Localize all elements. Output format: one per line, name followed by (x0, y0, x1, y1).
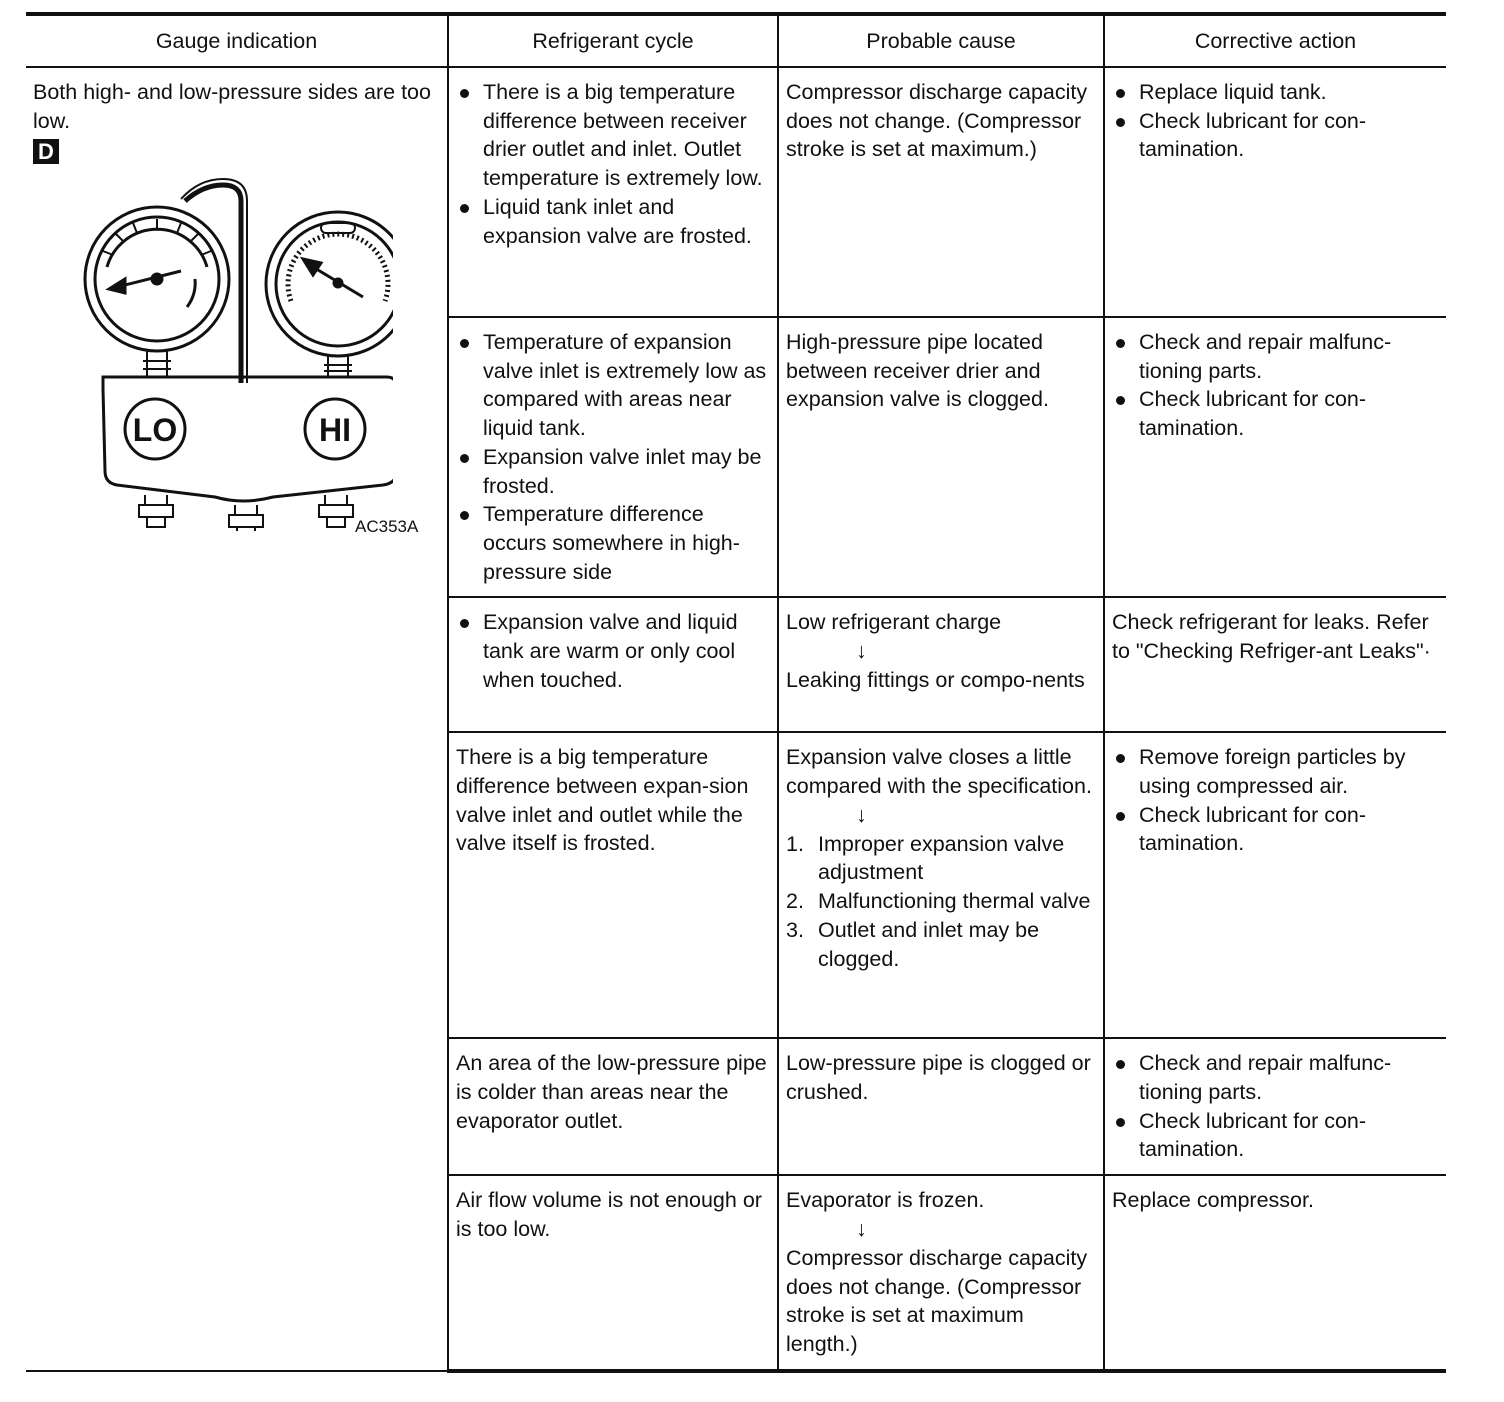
list-text: Malfunctioning thermal valve (818, 889, 1091, 914)
corrective-action-cell (1104, 1038, 1446, 1175)
refrigerant-cycle-text: Air flow volume is not enough or is too low. (456, 1188, 762, 1241)
header-corrective-action: Corrective action (1104, 14, 1446, 67)
corrective-action-text: Replace compressor. (1112, 1188, 1314, 1213)
probable-cause-text: Evaporator is frozen. (786, 1188, 985, 1213)
list-item (786, 830, 1097, 887)
list-text: Outlet and inlet may be clogged. (818, 917, 1040, 971)
list-item (786, 887, 1097, 916)
low-pressure-gauge-icon (85, 207, 229, 351)
corrective-action-cell (1104, 67, 1446, 317)
list-item: Remove foreign particles by using compressed air. (1112, 743, 1440, 800)
probable-cause-text: High-pressure pipe located between receiver drier and expansion valve is clogged. (786, 330, 1049, 412)
list-text: Improper expansion valve adjustment (818, 831, 1065, 885)
probable-cause-text: Low refrigerant charge (786, 610, 1002, 635)
manifold-gauge-illustration (63, 171, 393, 531)
list-item: Temperature of expansion valve inlet is extremely low as compared with areas near liquid tank. (456, 328, 771, 443)
list-item: Temperature difference occurs somewhere in high-pressure side (456, 500, 771, 586)
probable-cause-cell (778, 1175, 1104, 1371)
refrigerant-cycle-cell (448, 67, 778, 317)
probable-cause-cell (778, 597, 1104, 732)
refrigerant-cycle-text: There is a big temperature difference between expan-sion valve inlet and outlet while the valve itself is frosted. (456, 745, 749, 856)
gauge-indication-text: Both high- and low-pressure sides are too low. (33, 80, 431, 133)
corrective-action-text: Check refrigerant for leaks. Refer to "Checking Refriger-ant Leaks"· (1112, 610, 1431, 664)
corrective-action-cell (1104, 1175, 1446, 1371)
list-item: There is a big temperature difference between receiver drier outlet and inlet. Outlet temperature is extremely low. (456, 78, 771, 193)
list-item: Liquid tank inlet and expansion valve are frosted. (456, 193, 771, 250)
manifold-gauge-figure (33, 171, 443, 551)
probable-cause-cell (778, 1038, 1104, 1175)
list-item: Replace liquid tank. (1112, 78, 1440, 107)
list-item: Check lubricant for con-tamination. (1112, 385, 1440, 442)
list-item: Check lubricant for con-tamination. (1112, 107, 1440, 164)
refrigerant-cycle-cell (448, 597, 778, 732)
probable-cause-text: Compressor discharge capacity does not change. (Compressor stroke is set at maximum.) (786, 80, 1088, 162)
table-header-row (26, 14, 1446, 67)
list-number: 2. (786, 889, 804, 914)
gauge-code-badge: D (33, 139, 59, 164)
hi-label: HI (319, 412, 351, 449)
refrigerant-cycle-cell (448, 732, 778, 1038)
list-item: Check and repair malfunc-tioning parts. (1112, 1049, 1440, 1106)
list-number: 1. (786, 831, 804, 856)
corrective-action-cell (1104, 732, 1446, 1038)
figure-reference-label: AC353A (355, 517, 419, 537)
list-item: Check lubricant for con-tamination. (1112, 801, 1440, 858)
corrective-action-cell (1104, 597, 1446, 732)
table-row (26, 67, 1446, 317)
header-gauge-indication: Gauge indication (26, 14, 448, 67)
refrigerant-cycle-cell (448, 317, 778, 597)
list-item: Expansion valve and liquid tank are warm or only cool when touched. (456, 608, 771, 694)
list-item (786, 916, 1097, 973)
probable-cause-text: Low-pressure pipe is clogged or crushed. (786, 1051, 1091, 1105)
down-arrow-icon: ↓ (856, 802, 867, 827)
probable-cause-cell (778, 317, 1104, 597)
list-number: 3. (786, 917, 804, 942)
probable-cause-text: Leaking fittings or compo-nents (786, 668, 1085, 693)
header-probable-cause: Probable cause (778, 14, 1104, 67)
refrigerant-cycle-cell (448, 1175, 778, 1371)
header-refrigerant-cycle: Refrigerant cycle (448, 14, 778, 67)
probable-cause-text: Compressor discharge capacity does not change. (Compressor stroke is set at maximum length.) (786, 1245, 1088, 1356)
refrigerant-cycle-cell (448, 1038, 778, 1175)
troubleshooting-table (26, 12, 1446, 1373)
probable-cause-cell (778, 732, 1104, 1038)
down-arrow-icon: ↓ (856, 639, 867, 664)
probable-cause-text: Expansion valve closes a little compared with the specification. (786, 745, 1092, 799)
probable-cause-cell (778, 67, 1104, 317)
list-item: Check lubricant for con-tamination. (1112, 1107, 1440, 1164)
list-item: Check and repair malfunc-tioning parts. (1112, 328, 1440, 385)
troubleshooting-document (26, 12, 1446, 1373)
refrigerant-cycle-text: An area of the low-pressure pipe is colder than areas near the evaporator outlet. (456, 1051, 767, 1133)
lo-label: LO (132, 412, 178, 449)
high-pressure-gauge-icon (266, 212, 393, 356)
gauge-indication-cell (26, 67, 448, 1371)
list-item: Expansion valve inlet may be frosted. (456, 443, 771, 500)
down-arrow-icon: ↓ (856, 1216, 867, 1241)
corrective-action-cell (1104, 317, 1446, 597)
